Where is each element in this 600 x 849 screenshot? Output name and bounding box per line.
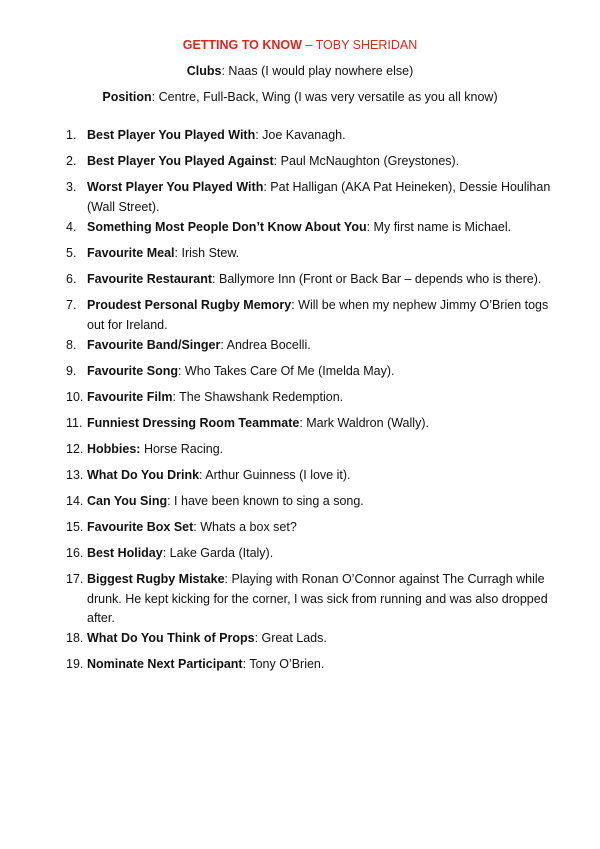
item-question: What Do You Think of Props — [87, 631, 255, 645]
item-question: Best Player You Played With — [87, 128, 256, 142]
item-text — [87, 336, 557, 356]
item-question: Proudest Personal Rugby Memory — [87, 298, 292, 312]
item-number: 16. — [66, 546, 84, 560]
item-question: Favourite Box Set — [87, 520, 194, 534]
title-heading: GETTING TO KNOW — [182, 38, 302, 52]
item-answer: : My first name is Michael. — [366, 220, 512, 234]
item-answer: : Will be when my nephew Jimmy O’Brien togs out for Ireland. — [87, 298, 549, 332]
item-question: Funniest Dressing Room Teammate — [87, 416, 300, 430]
item-answer: Horse Racing. — [140, 442, 224, 456]
item-number: 2. — [66, 154, 77, 168]
item-text — [87, 152, 557, 172]
item-question: What Do You Drink — [87, 468, 200, 482]
page-title — [0, 37, 600, 53]
item-number: 13. — [66, 468, 84, 482]
item-question: Favourite Restaurant — [87, 272, 213, 286]
item-answer: : I have been known to sing a song. — [167, 494, 364, 508]
item-answer: : Lake Garda (Italy). — [162, 546, 274, 560]
position-line — [0, 89, 600, 105]
item-number: 15. — [66, 520, 84, 534]
item-answer: : Great Lads. — [254, 631, 327, 645]
item-question: Something Most People Don’t Know About You — [87, 220, 367, 234]
item-question: Worst Player You Played With — [87, 180, 264, 194]
item-question: Biggest Rugby Mistake — [87, 572, 225, 586]
item-answer: : Whats a box set? — [193, 520, 297, 534]
item-number: 11. — [66, 416, 83, 430]
item-text — [87, 296, 557, 335]
item-text — [87, 126, 557, 146]
item-text — [87, 362, 557, 382]
item-question: Favourite Song — [87, 364, 178, 378]
item-answer: : Playing with Ronan O’Connor against The Curragh while drunk. He kept kicking for the corner, I was sick from running and was also dropped after. — [87, 572, 548, 625]
item-number: 9. — [66, 364, 77, 378]
item-answer: : Andrea Bocelli. — [220, 338, 311, 352]
item-text — [87, 655, 557, 675]
item-number: 8. — [66, 338, 77, 352]
item-text — [87, 492, 557, 512]
item-question: Best Player You Played Against — [87, 154, 274, 168]
item-text — [87, 244, 557, 264]
item-answer: : Pat Halligan (AKA Pat Heineken), Dessie Houlihan (Wall Street). — [87, 180, 551, 214]
item-number: 12. — [66, 442, 84, 456]
item-number: 5. — [66, 246, 77, 260]
item-number: 14. — [66, 494, 84, 508]
item-answer: : Mark Waldron (Wally). — [299, 416, 429, 430]
item-number: 19. — [66, 657, 84, 671]
item-answer: : Who Takes Care Of Me (Imelda May). — [177, 364, 395, 378]
item-question: Favourite Meal — [87, 246, 175, 260]
item-question: Favourite Film — [87, 390, 173, 404]
item-answer: : Arthur Guinness (I love it). — [199, 468, 351, 482]
item-number: 3. — [66, 180, 77, 194]
item-text — [87, 178, 557, 217]
item-number: 6. — [66, 272, 77, 286]
item-number: 10. — [66, 390, 84, 404]
item-text — [87, 544, 557, 564]
item-text — [87, 629, 557, 649]
item-answer: : Irish Stew. — [174, 246, 240, 260]
item-answer: : Joe Kavanagh. — [255, 128, 346, 142]
item-text — [87, 570, 557, 629]
item-answer: : The Shawshank Redemption. — [172, 390, 344, 404]
title-person-name: – TOBY SHERIDAN — [301, 38, 418, 52]
item-number: 17. — [66, 572, 84, 586]
item-text — [87, 414, 557, 434]
item-question: Can You Sing — [87, 494, 168, 508]
item-text — [87, 388, 557, 408]
item-number: 7. — [66, 298, 77, 312]
item-text — [87, 466, 557, 486]
item-question: Nominate Next Participant — [87, 657, 243, 671]
item-number: 18. — [66, 631, 84, 645]
item-answer: : Ballymore Inn (Front or Back Bar – depends who is there). — [212, 272, 542, 286]
item-question: Best Holiday — [87, 546, 163, 560]
item-text — [87, 218, 557, 238]
position-label: Position — [102, 90, 152, 104]
item-text — [87, 440, 557, 460]
item-answer: : Paul McNaughton (Greystones). — [273, 154, 460, 168]
item-question: Hobbies: — [87, 442, 141, 456]
clubs-line — [0, 63, 600, 79]
item-answer: : Tony O’Brien. — [242, 657, 325, 671]
position-value: : Centre, Full-Back, Wing (I was very versatile as you all know) — [151, 90, 498, 104]
clubs-label: Clubs — [186, 64, 222, 78]
item-number: 1. — [66, 128, 77, 142]
item-question: Favourite Band/Singer — [87, 338, 221, 352]
item-text — [87, 518, 557, 538]
item-text — [87, 270, 557, 290]
item-number: 4. — [66, 220, 77, 234]
clubs-value: : Naas (I would play nowhere else) — [221, 64, 414, 78]
